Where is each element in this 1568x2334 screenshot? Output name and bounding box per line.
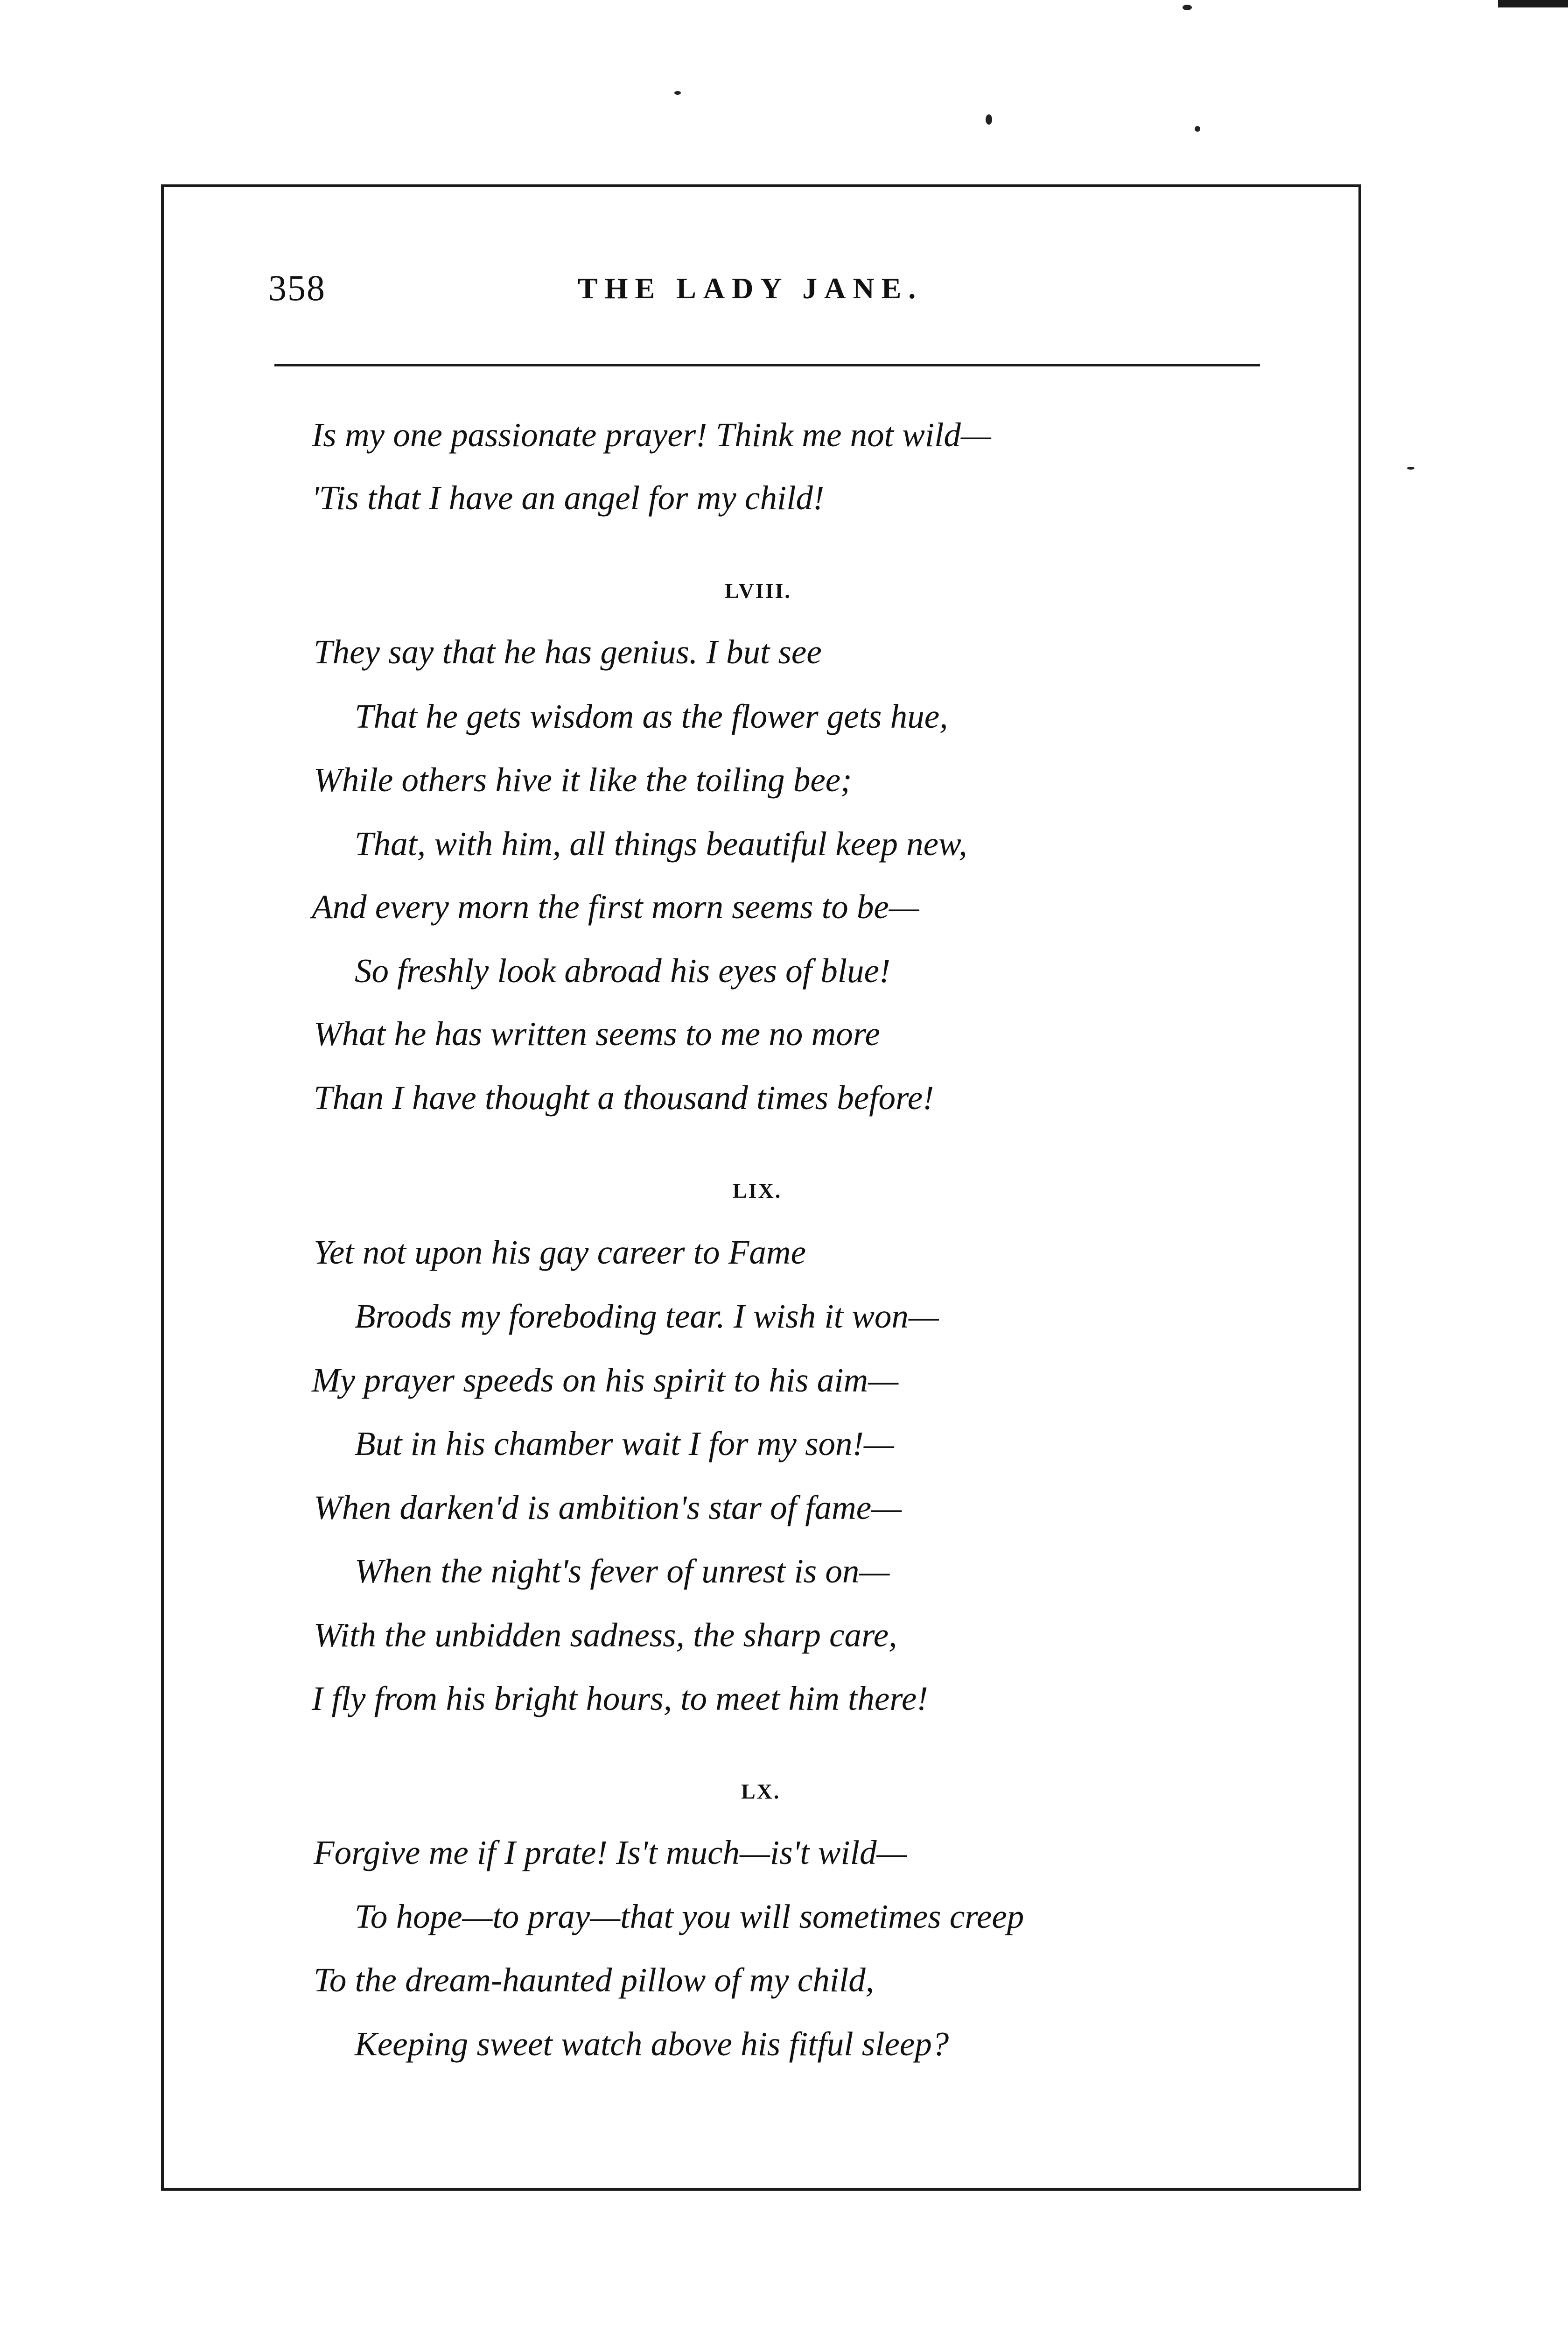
scan-speck	[986, 114, 992, 125]
poem-line: 'Tis that I have an angel for my child!	[312, 479, 825, 517]
poem-line: That, with him, all things beautiful keep new,	[355, 825, 967, 863]
poem-line: Is my one passionate prayer! Think me not wild—	[312, 416, 991, 454]
poem-line: So freshly look abroad his eyes of blue!	[355, 952, 891, 990]
page-number: 358	[268, 267, 326, 308]
poem-line: Than I have thought a thousand times before!	[314, 1079, 934, 1117]
poem-line: Broods my foreboding tear. I wish it won—	[355, 1297, 939, 1335]
stanza-number: LX.	[741, 1779, 781, 1803]
running-head: THE LADY JANE.	[578, 272, 923, 305]
poem-line: My prayer speeds on his spirit to his aim—	[312, 1361, 899, 1399]
poem-line: What he has written seems to me no more	[314, 1015, 880, 1053]
header-rule	[274, 364, 1260, 366]
scan-speck	[674, 91, 681, 95]
poem-line: I fly from his bright hours, to meet him there!	[312, 1680, 928, 1717]
stanza-number: LVIII.	[725, 579, 791, 603]
poem-line: To the dream-haunted pillow of my child,	[314, 1961, 875, 1999]
scan-speck	[1183, 5, 1192, 10]
poem-line: And every morn the first morn seems to be—	[312, 888, 919, 926]
poem-line: That he gets wisdom as the flower gets hue,	[355, 697, 948, 735]
poem-line: When darken'd is ambition's star of fame—	[314, 1489, 902, 1526]
scan-artifact	[1498, 0, 1568, 7]
scan-speck	[1407, 467, 1414, 470]
poem-line: While others hive it like the toiling bee;	[314, 761, 852, 799]
stanza-number: LIX.	[733, 1179, 782, 1202]
poem-line: But in his chamber wait I for my son!—	[355, 1425, 894, 1462]
poem-line: When the night's fever of unrest is on—	[355, 1552, 890, 1590]
scan-speck	[1195, 126, 1200, 132]
poem-line: To hope—to pray—that you will sometimes creep	[355, 1898, 1024, 1935]
poem-line: With the unbidden sadness, the sharp care,	[314, 1616, 897, 1654]
poem-line: They say that he has genius. I but see	[314, 633, 822, 671]
poem-line: Yet not upon his gay career to Fame	[314, 1233, 806, 1271]
poem-line: Keeping sweet watch above his fitful sleep?	[355, 2025, 949, 2063]
poem-line: Forgive me if I prate! Is't much—is't wild—	[314, 1834, 907, 1871]
